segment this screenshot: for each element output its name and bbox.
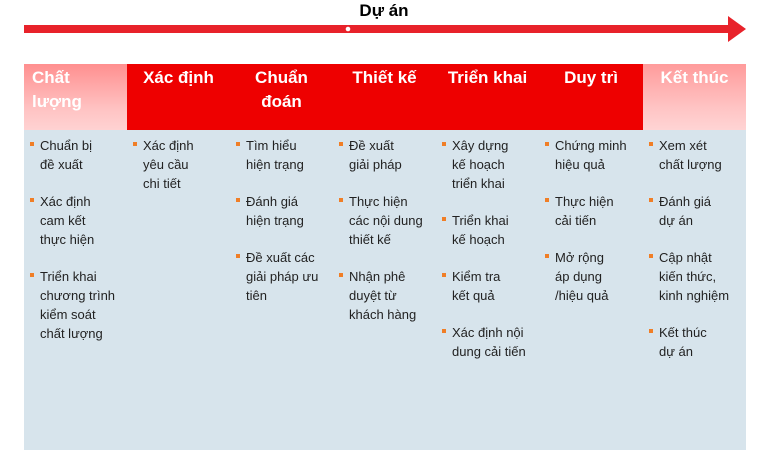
list-item: Triển khai chương trình kiểm soát chất lượng — [24, 267, 127, 343]
phase-heading-thiet-ke: Thiết kế — [333, 64, 436, 130]
list-item: Xác định cam kết thực hiện — [24, 192, 127, 249]
phase-heading-duy-tri: Duy trì — [539, 64, 643, 130]
phase-column-chat-luong — [24, 130, 127, 450]
list-item: Xem xét chất lượng — [643, 136, 746, 174]
list-item: Đánh giá hiện trạng — [230, 192, 333, 230]
list-item: Triển khai kế hoạch — [436, 211, 539, 249]
list-item: Kết thúc dự án — [643, 323, 746, 361]
phase-columns — [24, 130, 746, 450]
timeline-arrow — [0, 14, 768, 44]
page-title: Dự án — [359, 1, 409, 20]
phase-column-trien-khai — [436, 130, 539, 450]
list-item: Đề xuất giải pháp — [333, 136, 436, 174]
phase-header-bar — [24, 64, 746, 130]
list-item: Kiểm tra kết quả — [436, 267, 539, 305]
phase-column-thiet-ke — [333, 130, 436, 450]
list-item: Chứng minh hiệu quả — [539, 136, 643, 174]
phase-column-xac-dinh — [127, 130, 230, 450]
phase-board — [24, 64, 746, 450]
list-item: Thực hiện cải tiến — [539, 192, 643, 230]
list-item: Cập nhật kiến thức, kinh nghiệm — [643, 248, 746, 305]
list-item: Xác định yêu cầu chi tiết — [127, 136, 230, 193]
list-item: Xác định nội dung cải tiến — [436, 323, 539, 361]
phase-heading-xac-dinh: Xác định — [127, 64, 230, 130]
list-item: Tìm hiểu hiện trạng — [230, 136, 333, 174]
phase-heading-chuan-doan: Chuẩn đoán — [230, 64, 333, 130]
list-item: Nhận phê duyệt từ khách hàng — [333, 267, 436, 324]
list-item: Thực hiện các nội dung thiết kế — [333, 192, 436, 249]
phase-column-chuan-doan — [230, 130, 333, 450]
phase-column-ket-thuc — [643, 130, 746, 450]
list-item: Đánh giá dự án — [643, 192, 746, 230]
phase-heading-chat-luong: Chất lượng — [24, 64, 127, 130]
phase-heading-trien-khai: Triển khai — [436, 64, 539, 130]
arrow-midpoint-dot — [346, 27, 351, 32]
list-item: Đề xuất các giải pháp ưu tiên — [230, 248, 333, 305]
phase-heading-ket-thuc: Kết thúc — [643, 64, 746, 130]
list-item: Mở rộng áp dụng /hiệu quả — [539, 248, 643, 305]
list-item: Xây dựng kế hoạch triển khai — [436, 136, 539, 193]
list-item: Chuẩn bị đề xuất — [24, 136, 127, 174]
phase-column-duy-tri — [539, 130, 643, 450]
